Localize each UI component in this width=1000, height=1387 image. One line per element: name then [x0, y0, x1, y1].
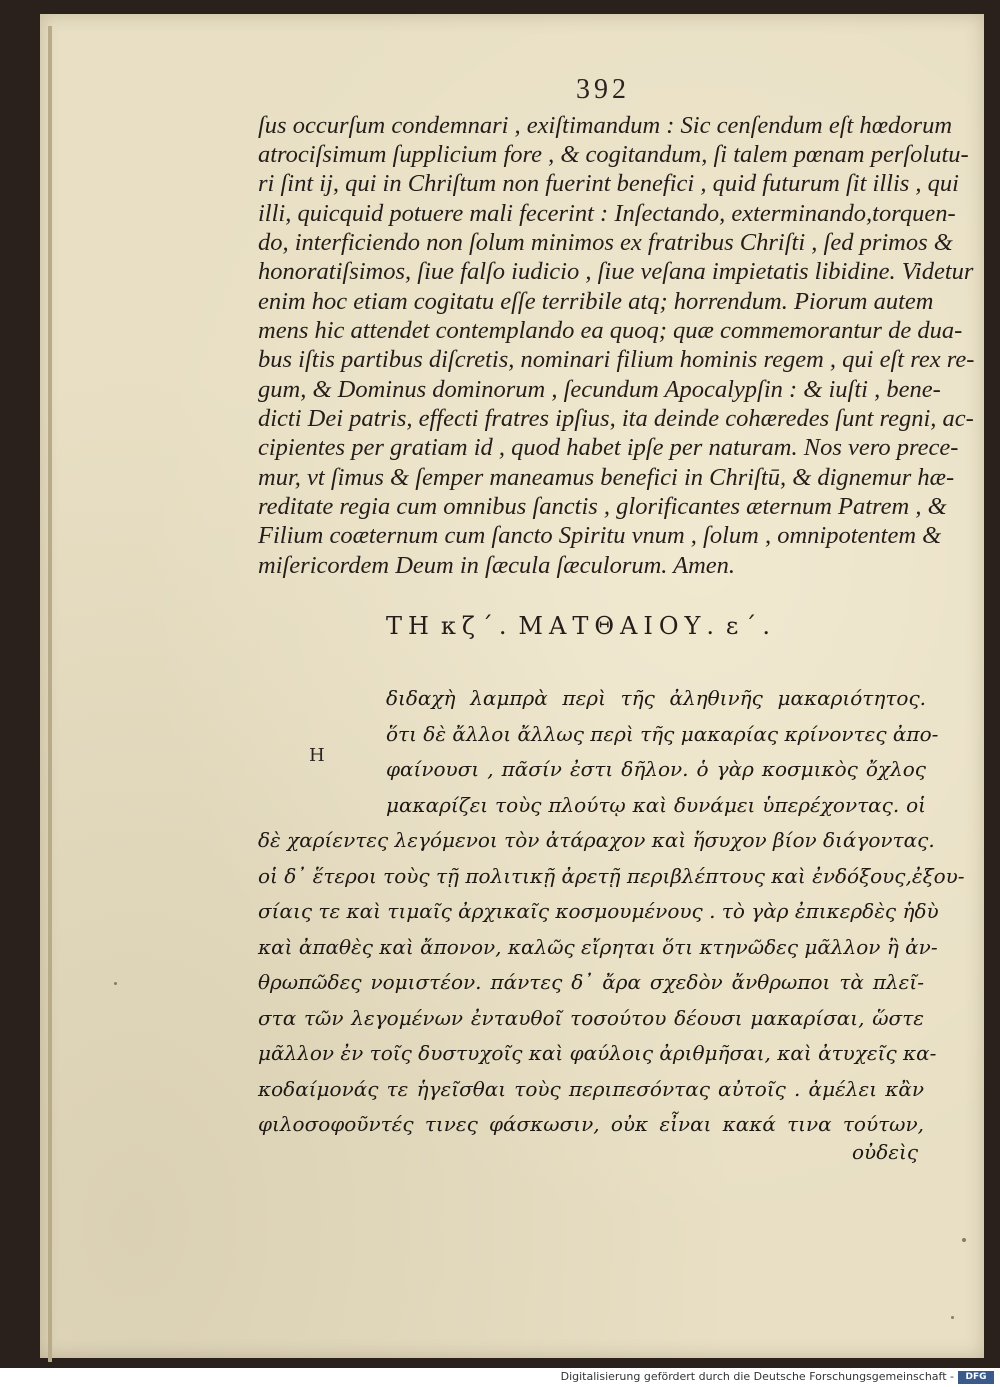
greek-line: φιλοσοφοῦντές τινες φάσκωσιν, οὐκ εἶναι κακά τινα τούτων,	[258, 1112, 924, 1136]
greek-line: σίαις τε καὶ τιμαῖς ἀρχικαῖς κοσμουμένους . τὸ γὰρ ἐπικερδὲς ἡδὺ	[258, 899, 939, 923]
greek-line: κοδαίμονάς τε ἡγεῖσθαι τοὺς περιπεσόντας αὐτοῖς . ἀμέλει κἂν	[258, 1077, 924, 1101]
latin-line: ſus occurſum condemnari , exiſtimandum : Sic cenſendum eſt hœdorum	[258, 112, 953, 139]
latin-line: honoratiſsimos, ſiue falſo iudicio , ſiue veſana impietatis libidine. Videtur	[258, 258, 974, 285]
initial-letter: Η	[309, 745, 325, 766]
latin-line: enim hoc etiam cogitatu eſſe terribile atq; horrendum. Piorum autem	[258, 288, 934, 315]
paper-speck	[962, 1238, 966, 1242]
paper-speck	[114, 982, 117, 985]
latin-line: atrociſsimum ſupplicium fore , & cogitandum, ſi talem pœnam perſolutu-	[258, 141, 969, 168]
latin-line: cipientes per gratiam id , quod habet ipſe per naturam. Nos vero prece-	[258, 434, 959, 461]
latin-line: bus iſtis partibus diſcretis, nominari filium hominis regem , qui eſt rex re-	[258, 346, 975, 373]
latin-line: Filium coæternum cum ſancto Spiritu vnum , ſolum , omnipotentem &	[258, 522, 942, 549]
catchword: οὐδεὶς	[852, 1140, 919, 1164]
greek-line: ὅτι δὲ ἄλλοι ἄλλως περὶ τῆς μακαρίας κρίνοντες ἀπο-	[386, 722, 939, 746]
latin-line: do, interficiendo non ſolum minimos ex fratribus Chriſti , ſed primos &	[258, 229, 953, 256]
latin-line: ri ſint ij, qui in Chriſtum non fuerint benefici , quid futurum ſit illis , qui	[258, 170, 959, 197]
greek-line: οἱ δ᾽ ἕτεροι τοὺς τῇ πολιτικῇ ἀρετῇ περιβλέπτους καὶ ἐνδόξους,ἐξου-	[258, 864, 965, 888]
heading-chapter: ε΄.	[725, 612, 776, 640]
latin-line: dicti Dei patris, effecti fratres ipſius, ita deinde cohæredes ſunt regni, ac-	[258, 405, 974, 432]
greek-line: στα τῶν λεγομένων ἐνταυθοῖ τοσούτου δέουσι μακαρίσαι, ὥστε	[258, 1006, 924, 1030]
section-heading	[386, 612, 776, 640]
greek-line: φαίνουσι , πᾶσίν ἐστι δῆλον. ὁ γὰρ κοσμικὸς ὄχλος	[386, 757, 926, 781]
page-edge	[48, 26, 52, 1362]
dfg-logo: DFG	[958, 1371, 994, 1384]
funding-notice: Digitalisierung gefördert durch die Deutsche Forschungsgemeinschaft -	[560, 1370, 954, 1383]
heading-book: ΜΑΤΘΑΙΟΥ.	[518, 612, 720, 640]
greek-line: μᾶλλον ἐν τοῖς δυστυχοῖς καὶ φαύλοις ἀριθμῆσαι, καὶ ἀτυχεῖς κα-	[258, 1041, 937, 1065]
latin-line: mur, vt ſimus & ſemper maneamus benefici in Chriſtū, & dignemur hæ-	[258, 464, 955, 491]
heading-day: ΤΗ	[386, 612, 435, 640]
latin-line: mens hic attendet contemplando ea quoq; quæ commemorantur de dua-	[258, 317, 963, 344]
footer-bar	[0, 1368, 1000, 1387]
page-number: 392	[576, 74, 630, 105]
latin-line: gum, & Dominus dominorum , ſecundum Apocalypſin : & iuſti , bene-	[258, 376, 941, 403]
latin-line: miſericordem Deum in ſæcula ſæculorum. Amen.	[258, 552, 736, 579]
greek-line: διδαχὴ λαμπρὰ περὶ τῆς ἀληθινῆς μακαριότητος.	[386, 686, 926, 710]
heading-number: κζ΄.	[440, 612, 513, 640]
latin-line: reditate regia cum omnibus ſanctis , glorificantes æternum Patrem , &	[258, 493, 947, 520]
latin-line: illi, quicquid potuere mali fecerint : Inſectando, exterminando,torquen-	[258, 200, 956, 227]
greek-line: δὲ χαρίεντες λεγόμενοι τὸν ἀτάραχον καὶ ἥσυχον βίον διάγοντας.	[258, 828, 935, 852]
greek-line: καὶ ἀπαθὲς καὶ ἄπονον, καλῶς εἴρηται ὅτι κτηνῶδες μᾶλλον ἢ ἀν-	[258, 935, 938, 959]
paper-speck	[951, 1316, 954, 1319]
greek-line: μακαρίζει τοὺς πλούτῳ καὶ δυνάμει ὑπερέχοντας. οἱ	[386, 793, 926, 817]
greek-line: θρωπῶδες νομιστέον. πάντες δ᾽ ἄρα σχεδὸν ἄνθρωποι τὰ πλεῖ-	[258, 970, 924, 994]
